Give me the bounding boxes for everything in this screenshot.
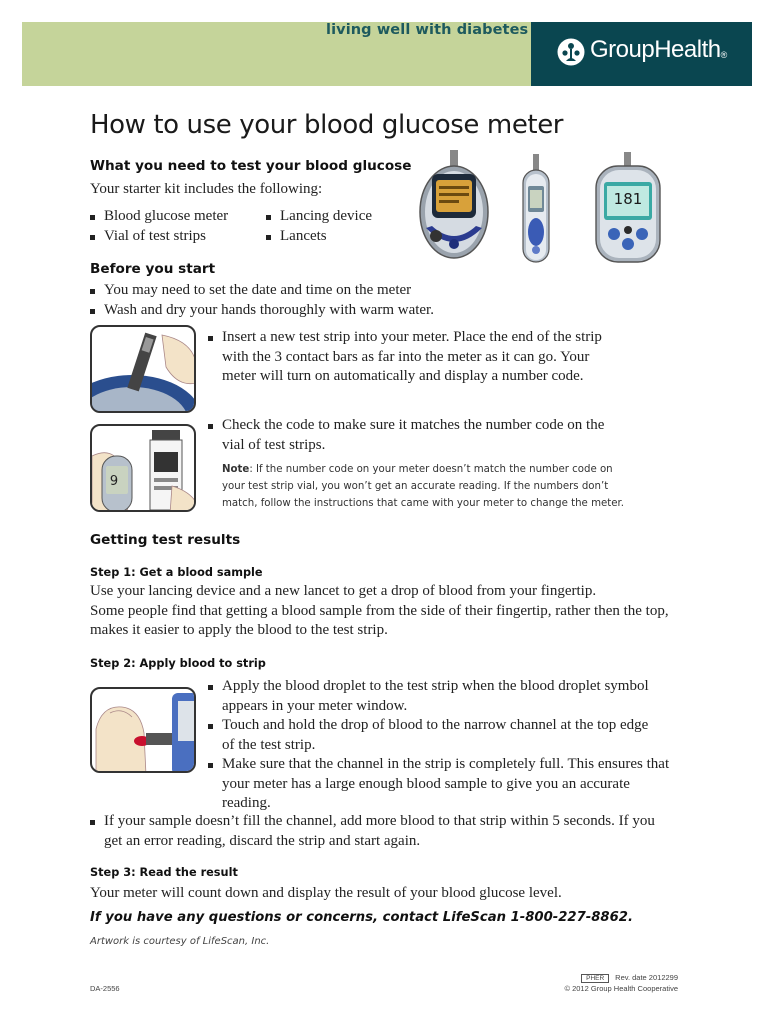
step3-text: Your meter will count down and display the result of your blood glucose level. <box>90 885 562 901</box>
footer-copyright: © 2012 Group Health Cooperative <box>564 984 678 993</box>
artwork-credit: Artwork is courtesy of LifeScan, Inc. <box>90 936 270 947</box>
step1-heading: Step 1: Get a blood sample <box>90 566 263 579</box>
code-digit: 9 <box>109 474 119 489</box>
insert-strip-icon <box>92 327 196 413</box>
results-heading: Getting test results <box>90 532 241 548</box>
check-code-text <box>208 416 678 455</box>
phr-badge: PHER <box>581 974 609 983</box>
before-start-heading: Before you start <box>90 261 216 277</box>
slim-meter-icon <box>518 152 554 264</box>
grouphealth-logo-icon <box>556 37 586 67</box>
contact-line: If you have any questions or concerns, contact LifeScan 1-800-227-8862. <box>90 910 633 925</box>
before-start-list <box>90 281 690 320</box>
list-item: Touch and hold the drop of blood to the narrow channel at the top edge of the test strip. <box>208 716 688 755</box>
what-you-need-heading: What you need to test your blood glucose <box>90 158 412 174</box>
note-text: Note: If the number code on your meter doesn’t match the number code on your test strip vial, you won’t get an accurate reading. If the numbers don’t match, follow the instructions that came with your meter to change the meter. <box>222 464 625 509</box>
list-item: Wash and dry your hands thoroughly with warm water. <box>90 301 690 321</box>
list-item: You may need to set the date and time on the meter <box>90 281 690 301</box>
insert-strip-illustration <box>90 325 196 413</box>
check-code-icon <box>92 426 196 512</box>
logo-text: GroupHealth® <box>590 36 727 63</box>
apply-blood-icon <box>92 689 196 773</box>
list-item: Lancing device <box>266 207 372 227</box>
list-item: Insert a new test strip into your meter. Place the end of the strip with the 3 contact bars as far into the meter as it can go. Your meter will turn on automatically and display a number code. <box>208 328 678 387</box>
glucose-meter-icon <box>414 148 494 260</box>
step2-bullets <box>208 677 688 814</box>
apply-blood-illustration <box>90 687 196 773</box>
meter-reading: 181 <box>613 190 643 208</box>
check-code-illustration <box>90 424 196 512</box>
list-item: Apply the blood droplet to the test strip when the blood droplet symbol appears in your meter window. <box>208 677 688 716</box>
list-item: Vial of test strips <box>90 227 228 247</box>
step2-extra <box>90 812 710 851</box>
list-item: Check the code to make sure it matches the number code on the vial of test strips. <box>208 416 678 455</box>
kit-list-col2 <box>266 207 372 246</box>
starter-kit-intro: Your starter kit includes the following: <box>90 181 323 197</box>
list-item: Blood glucose meter <box>90 207 228 227</box>
step3-heading: Step 3: Read the result <box>90 866 238 879</box>
step2-heading: Step 2: Apply blood to strip <box>90 657 266 670</box>
footer-rev: PHER Rev. date 2012299 <box>581 973 678 982</box>
kit-list-col1 <box>90 207 228 246</box>
step1-text: Use your lancing device and a new lancet to get a drop of blood from your fingertip. Some people find that getting a blood sample from the side of their fingertip, rather then the top, makes it easier to apply the blood to the test strip. <box>90 583 669 638</box>
doc-id: DA-2556 <box>90 984 120 993</box>
page-title: How to use your blood glucose meter <box>90 110 564 140</box>
list-item: If your sample doesn’t fill the channel, add more blood to that strip within 5 seconds. If you get an error reading, discard the strip and start again. <box>90 812 710 851</box>
list-item: Make sure that the channel in the strip is completely full. This ensures that your meter has a large enough blood sample to give you an accurate reading. <box>208 755 688 814</box>
insert-strip-text <box>208 328 678 387</box>
banner-tagline: living well with diabetes <box>326 22 529 38</box>
list-item: Lancets <box>266 227 372 247</box>
